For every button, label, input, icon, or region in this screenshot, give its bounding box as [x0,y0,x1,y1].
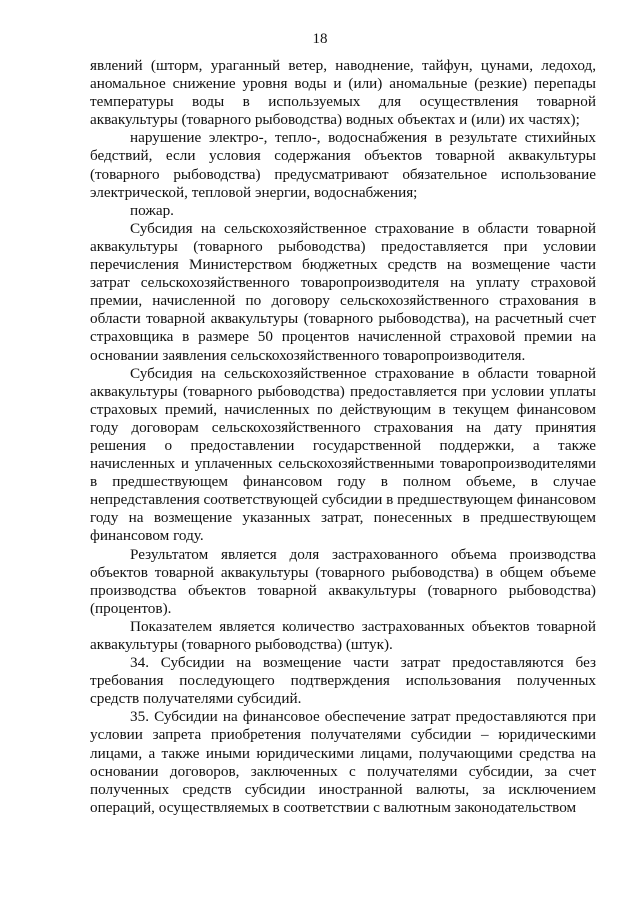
paragraph-result: Результатом является доля застрахованного объема производства объектов товарной аквакультуры (товарного рыбоводства) в общем объеме производства объектов товарной аквакультуры (товарного рыбоводства) (процентов). [90,545,596,617]
paragraph-clause-34: 34. Субсидии на возмещение части затрат предоставляются без требования последующего подтверждения использования полученных средств получателями субсидий. [90,654,596,708]
paragraph-subsidy-premiums: Субсидия на сельскохозяйственное страхование в области товарной аквакультуры (товарного рыбоводства) предоставляется при условии уплаты страховых премий, начисленных по действующим в текущем финансовом году договорам сельскохозяйственного страхования на дату принятия решения о предоставлении государственной поддержки, а также начисленных и уплаченных сельскохозяйственными товаропроизводителями в предшествующем финансовом году в полном объеме, в случае непредставления соответствующей субсидии в предшествующем финансовом году на возмещение указанных затрат, понесенных в предшествующем финансовом году. [90,364,597,545]
paragraph-clause-35: 35. Субсидии на финансовое обеспечение затрат предоставляются при условии запрета приобретения получателями субсидии – юридическими лицами, а также иными юридическими лицами, получающими средства на основании договоров, заключенных с получателями субсидии, за счет полученных средств субсидии иностранной валюты, за исключением операций, осуществляемых в соответствии с валютным законодательством [90,708,596,816]
page-number: 18 [312,31,328,47]
document-body [90,57,596,817]
paragraph-indicator: Показателем является количество застрахованных объектов товарной аквакультуры (товарного рыбоводства) (штук). [90,617,596,653]
paragraph-utility-disruption: нарушение электро-, тепло-, водоснабжения в результате стихийных бедствий, если условия содержания объектов товарной аквакультуры (товарного рыбоводства) предусматривают обязательное использование электрической, тепловой энергии, водоснабжения; [90,129,596,201]
paragraph-fire: пожар. [130,201,174,219]
paragraph-subsidy-transfer: Субсидия на сельскохозяйственное страхование в области товарной аквакультуры (товарного рыбоводства) предоставляется при условии перечисления Министерством бюджетных средств на возмещение части затрат сельскохозяйственного товаропроизводителя на уплату страховой премии, начисленной по договору сельскохозяйственного страхования в области товарной аквакультуры (товарного рыбоводства), на расчетный счет страховщика в размере 50 процентов начисленной страховой премии на основании заявления сельскохозяйственного товаропроизводителя. [90,219,596,364]
paragraph-hazards-continuation: явлений (шторм, ураганный ветер, наводнение, тайфун, цунами, ледоход, аномальное снижение уровня воды и (или) аномальные (резкие) перепады температуры воды в используемых для осуществления товарной аквакультуры (товарного рыбоводства) водных объектах и (или) их частях); [90,57,596,129]
